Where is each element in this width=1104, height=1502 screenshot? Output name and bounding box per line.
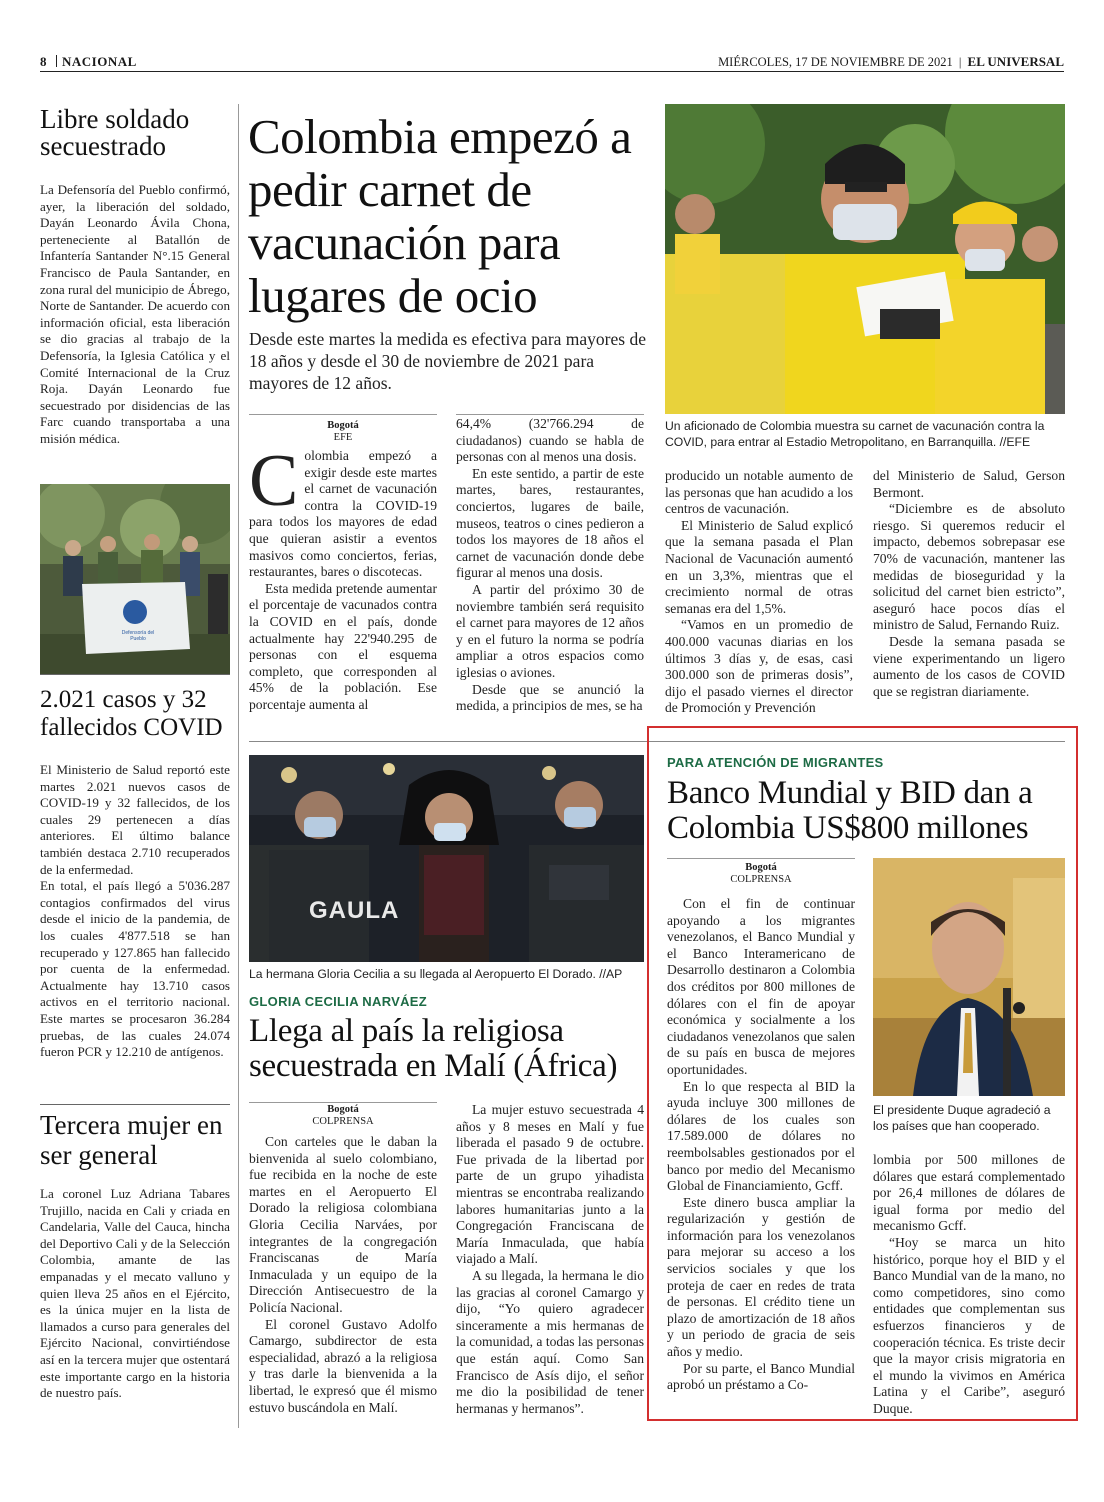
photo-caption: La hermana Gloria Cecilia a su llegada al Aeropuerto El Dorado. //AP: [249, 967, 623, 981]
vest-label: GAULA: [309, 897, 400, 924]
lead-byline: Bogotá EFE: [327, 420, 359, 443]
lead-column-1: Colombia empezó a exigir desde este martes el carnet de vacunación contra la COVID-19 para todos los mayores de edad que quieran asistir a eventos masivos como conciertos, ferias, restaurantes, bares o discotecas. Esta medida pretende aumentar el porcentaje de vacunados contra la COVID en el país, donde actualmente hay 22'940.295 de personas con el esquema completo, que corresponden al 45% de la población. Ese porcentaje aumenta al: [249, 440, 437, 712]
nun-arrival-photo: [249, 755, 644, 962]
story-body: La coronel Luz Adriana Tabares Trujillo, nacida en Cali y criada en Candelaria, Valle del Cauca, hincha del Deportivo Cali y de la Selección Colombia, amante de las empanadas y el mecato valluno y quien lleva 25 años en el Ejército, es la única mujer en la lista de llamados a curso para generales del Ejército Nacional, convirtiéndose así en la tercera mujer que ostentará este importante cargo en la historia de nuestro país.: [40, 1186, 230, 1401]
story-body: El Ministerio de Salud reportó este martes 2.021 nuevos casos de COVID-19 y 32 fallecidos, de los cuales 29 pertenecen a días anteriores. El último balance también destaca 2.710 recuperados de la enfermedad. En total, el país llegó a 5'036.287 contagios confirmados del virus desde el inicio de la pandemia, de los cuales 4'877.518 se han recuperado y 127.865 han fallecido por cuenta de la enfermedad. Actualmente hay 13.710 casos activos en el territorio nacional. Este martes se procesaron 36.284 pruebas, de las cuales 24.074 fueron PCR y 12.210 de antígenos.: [40, 762, 230, 1060]
page-number: 8: [40, 54, 47, 69]
photo-caption: El presidente Duque agradeció a los países que han cooperado.: [873, 1103, 1051, 1133]
bank-headline: Banco Mundial y BID dan a Colombia US$800 millones: [667, 775, 1033, 846]
bank-column-2: lombia por 500 millones de dólares que estará complementado por 26,4 millones de dólares de igual forma por medio del mecanismo Gcff. “Hoy se marca un hito histórico, porque hoy el BID y el Banco Mundial van de la mano, no como competidores, sino como entidades que complementan sus esfuerzos financieros y de cooperación técnica. Es triste decir que la mayor crisis migratoria en el mundo la vivimos en América Latina y el Caribe”, aseguró Duque.: [873, 1152, 1065, 1416]
newspaper-name: EL UNIVERSAL: [967, 54, 1064, 69]
nun-column-1: Con carteles que le daban la bienvenida al suelo colombiano, fue recibida en la noche de este martes en el Aeropuerto El Dorado la religiosa colombiana Gloria Cecilia Narváes, por integrantes de la congregación Franciscanas de María Inmaculada y un equipo de la Dirección Antisecuestro de la Policía Nacional. El coronel Gustavo Adolfo Camargo, subdirector de esta especialidad, abrazó a la religiosa y tras darle la bienvenida a la libertad, le expresó que él mismo estuvo buscándola en Malí.: [249, 1134, 437, 1415]
section-name: NACIONAL: [62, 54, 137, 69]
lead-column-3: producido un notable aumento de las personas que han acudido a los centros de vacunación. El Ministerio de Salud explicó que la semana pasada el Plan Nacional de Vacunación aumentó en un 3,3%, mientras que el crecimiento normal de otras semanas era del 1,5%. “Vamos en un promedio de 400.000 vacunas diarias en los últimos 3 días y, de esas, casi 300.000 son de primeras dosis”, dijo el pasado viernes el director de Promoción y Prevención: [665, 468, 853, 716]
nun-column-2: La mujer estuvo secuestrada 4 años y 8 meses en Malí y fue liberada el pasado 9 de octubre. Fue privada de la libertad por parte de un grupo yihadista mientras se encontraba realizando labores humanitarias junto a la Congregación Franciscana de María Inmaculada, que había viajado a Malí. A su llegada, la hermana le dio las gracias al coronel Camargo y dijo, “Yo quiero agradecer sinceramente a mis hermanas de la comunidad, a todas las personas que están aquí. Como San Francisco de Asís dijo, el señor me dio la posibilidad de tener hermanas y hermanos”.: [456, 1102, 644, 1416]
page-header: [40, 52, 1064, 72]
bank-byline: Bogotá COLPRENSA: [730, 862, 792, 885]
photo-caption: Un aficionado de Colombia muestra su carnet de vacunación contra la COVID, para entrar al Estadio Metropolitano, en Barranquilla. //EFE: [665, 419, 1045, 449]
nun-headline: Llega al país la religiosa secuestrada en Malí (África): [249, 1013, 618, 1084]
lead-column-4: del Ministerio de Salud, Gerson Bermont. “Diciembre es de absoluto riesgo. Si queremos reducir el impacto, debemos sobrepasar ese 70% de vacunación, mantener las medidas de bioseguridad y la solicitud del carnet bien estricto”, aseguró hace pocos días el ministro de Salud, Fernando Ruiz. Desde la semana pasada se viene experimentando un ligero aumento de los casos de COVID que se registran diariamente.: [873, 468, 1065, 699]
flag-logo-text: Defensoría del Pueblo: [121, 630, 155, 642]
header-right: MIÉRCOLES, 17 DE NOVIEMBRE DE 2021 | EL UNIVERSAL: [718, 54, 1064, 69]
story-title: Tercera mujer en ser general: [40, 1110, 223, 1170]
president-duque-photo: [873, 858, 1065, 1096]
nun-byline: Bogotá COLPRENSA: [312, 1104, 374, 1127]
story-body: La Defensoría del Pueblo confirmó, ayer, la liberación del soldado, Dayán Leonardo Ávila Chona, perteneciente al Batallón de Infantería Santander N°.15 General Francisco de Paula Santander, en zona rural del municipio de Ábrego, Norte de Santander. De acuerdo con información oficial, esta liberación se dio gracias al trabajo de la Defensoría, la Iglesia Católica y el Comité Internacional de la Cruz Roja. Dayán Leonardo fue secuestrado por disidencias de las Farc cuando transportaba a una misión médica.: [40, 182, 230, 446]
bank-column-1: Con el fin de continuar apoyando a los migrantes venezolanos, el Banco Mundial y el Banco Interamericano de Desarrollo destinaron a Colombia dos créditos por 800 millones de dólares con el fin de apoyar económica y socialmente a los ciudadanos venezolanos que salen de su país en busca de mejores oportunidades. En lo que respecta al BID la ayuda incluye 300 millones de dólares de los cuales son 17.589.000 de dólares no reembolsables gestionados por el banco por medio del Mecanismo Global de Financiamiento, Gcff. Este dinero busca ampliar la regularización y gestión de información para los venezolanos para mejorar su acceso a los servicios sociales y que los proteja de caer en redes de trata de personas. El crédito tiene un plazo de amortización de 18 años y un periodo de gracia de seis años y medio. Por su parte, el Banco Mundial aprobó un préstamo a Co-: [667, 896, 855, 1393]
story-title: Libre soldado secuestrado: [40, 104, 190, 161]
story-kicker: GLORIA CECILIA NARVÁEZ: [249, 994, 428, 1009]
story-title: 2.021 casos y 32 fallecidos COVID: [40, 686, 223, 741]
drop-cap: C: [249, 440, 299, 522]
story-kicker: PARA ATENCIÓN DE MIGRANTES: [667, 755, 884, 770]
lead-deck: Desde este martes la medida es efectiva para mayores de 18 años y desde el 30 de noviembre de 2021 para mayores de 12 años.: [249, 329, 646, 393]
issue-date: MIÉRCOLES, 17 DE NOVIEMBRE DE 2021: [718, 55, 953, 69]
lead-headline: Colombia empezó a pedir carnet de vacunación para lugares de ocio: [248, 109, 632, 323]
vaccination-card-photo: [665, 104, 1065, 414]
lead-column-2: 64,4% (32'766.294 de ciudadanos) cuando se habla de personas con al menos una dosis. En este sentido, a partir de este martes, bares, restaurantes, conciertos, lugares de baile, museos, teatros o cines pedieron a todos los mayores de 18 años el carnet de vacunación donde debe figurar al menos una dosis. A partir del próximo 30 de noviembre también será requisito el carnet para mayores de 12 años y en el futuro la norma se podría ampliar a otros espacios como iglesias o aviones. Desde que se anunció la medida, a principios de mes, se ha: [456, 416, 644, 714]
soldier-release-photo: [40, 484, 230, 674]
